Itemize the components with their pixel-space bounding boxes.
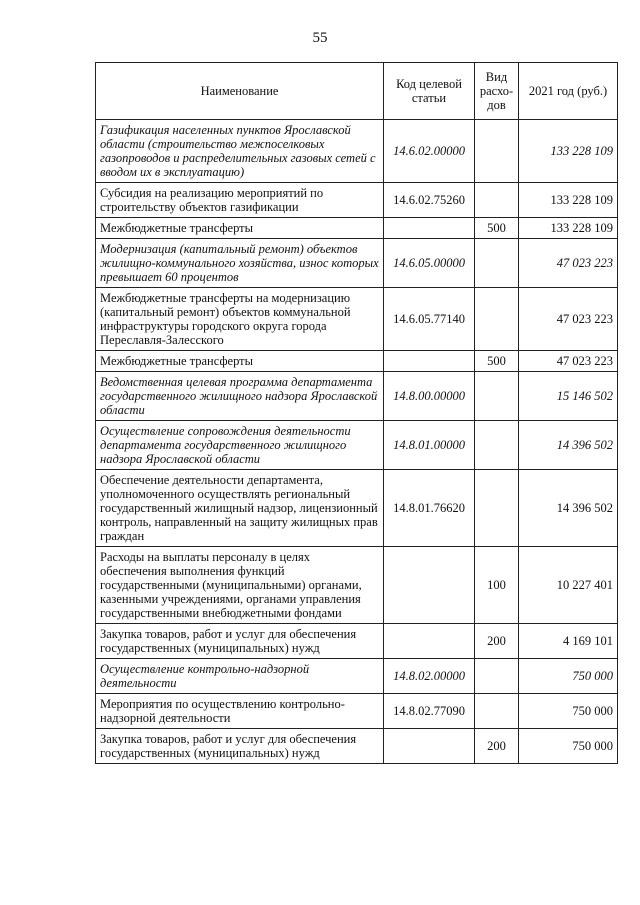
cell-kind (475, 120, 519, 183)
table-row (96, 659, 618, 694)
table-row (96, 729, 618, 764)
cell-kind: 200 (475, 729, 519, 764)
header-code: Код целевой статьи (384, 63, 475, 120)
cell-code (384, 218, 475, 239)
cell-kind (475, 239, 519, 288)
cell-name: Межбюджетные трансферты на модернизацию (капитальный ремонт) объектов коммунальной инфраструктуры городского округа города Переславля-Залесского (96, 288, 384, 351)
cell-name: Ведомственная целевая программа департамента государственного жилищного надзора Ярославской области (96, 372, 384, 421)
cell-name: Межбюджетные трансферты (96, 351, 384, 372)
cell-amount: 133 228 109 (519, 120, 618, 183)
cell-kind: 500 (475, 351, 519, 372)
table-row (96, 624, 618, 659)
header-kind: Вид расхо-дов (475, 63, 519, 120)
table-body (96, 120, 618, 764)
cell-code: 14.8.00.00000 (384, 372, 475, 421)
cell-code: 14.6.05.00000 (384, 239, 475, 288)
cell-kind (475, 659, 519, 694)
cell-amount: 133 228 109 (519, 218, 618, 239)
cell-name: Закупка товаров, работ и услуг для обеспечения государственных (муниципальных) нужд (96, 729, 384, 764)
cell-amount: 133 228 109 (519, 183, 618, 218)
cell-name: Осуществление контрольно-надзорной деятельности (96, 659, 384, 694)
table-row (96, 239, 618, 288)
cell-amount: 10 227 401 (519, 547, 618, 624)
cell-kind (475, 372, 519, 421)
table-row (96, 120, 618, 183)
header-name: Наименование (96, 63, 384, 120)
cell-code (384, 624, 475, 659)
table-row (96, 470, 618, 547)
cell-amount: 15 146 502 (519, 372, 618, 421)
table-row (96, 218, 618, 239)
cell-kind (475, 288, 519, 351)
table-row (96, 547, 618, 624)
cell-code (384, 351, 475, 372)
budget-table (95, 62, 618, 764)
cell-code: 14.6.02.00000 (384, 120, 475, 183)
cell-name: Закупка товаров, работ и услуг для обеспечения государственных (муниципальных) нужд (96, 624, 384, 659)
table-header-row (96, 63, 618, 120)
table-row (96, 288, 618, 351)
table-row (96, 372, 618, 421)
cell-amount: 750 000 (519, 694, 618, 729)
cell-amount: 47 023 223 (519, 288, 618, 351)
table-row (96, 351, 618, 372)
cell-kind: 500 (475, 218, 519, 239)
cell-name: Газификация населенных пунктов Ярославской области (строительство межпоселковых газопроводов и распределительных газовых сетей с вводом их в эксплуатацию) (96, 120, 384, 183)
cell-code: 14.8.01.00000 (384, 421, 475, 470)
cell-name: Субсидия на реализацию мероприятий по строительству объектов газификации (96, 183, 384, 218)
cell-name: Обеспечение деятельности департамента, уполномоченного осуществлять региональный государственный жилищный надзор, лицензионный контроль, направленный на защиту жилищных прав граждан (96, 470, 384, 547)
cell-amount: 47 023 223 (519, 351, 618, 372)
cell-code: 14.8.02.77090 (384, 694, 475, 729)
cell-amount: 47 023 223 (519, 239, 618, 288)
cell-code: 14.6.02.75260 (384, 183, 475, 218)
header-amount: 2021 год (руб.) (519, 63, 618, 120)
cell-kind (475, 470, 519, 547)
cell-name: Модернизация (капитальный ремонт) объектов жилищно-коммунального хозяйства, износ которых превышает 60 процентов (96, 239, 384, 288)
cell-code (384, 547, 475, 624)
cell-code: 14.8.01.76620 (384, 470, 475, 547)
cell-name: Расходы на выплаты персоналу в целях обеспечения выполнения функций государственными (муниципальными) органами, казенными учреждениями, органами управления государственными внебюджетными фондами (96, 547, 384, 624)
cell-amount: 4 169 101 (519, 624, 618, 659)
cell-kind: 100 (475, 547, 519, 624)
table-row (96, 183, 618, 218)
cell-amount: 750 000 (519, 729, 618, 764)
cell-amount: 14 396 502 (519, 421, 618, 470)
cell-amount: 750 000 (519, 659, 618, 694)
cell-kind (475, 694, 519, 729)
cell-code: 14.6.05.77140 (384, 288, 475, 351)
table-row (96, 421, 618, 470)
cell-kind (475, 421, 519, 470)
table-row (96, 694, 618, 729)
cell-kind: 200 (475, 624, 519, 659)
cell-code (384, 729, 475, 764)
cell-code: 14.8.02.00000 (384, 659, 475, 694)
cell-amount: 14 396 502 (519, 470, 618, 547)
page-number: 55 (312, 30, 328, 46)
cell-name: Межбюджетные трансферты (96, 218, 384, 239)
cell-name: Осуществление сопровождения деятельности департамента государственного жилищного надзора Ярославской области (96, 421, 384, 470)
cell-kind (475, 183, 519, 218)
cell-name: Мероприятия по осуществлению контрольно-надзорной деятельности (96, 694, 384, 729)
